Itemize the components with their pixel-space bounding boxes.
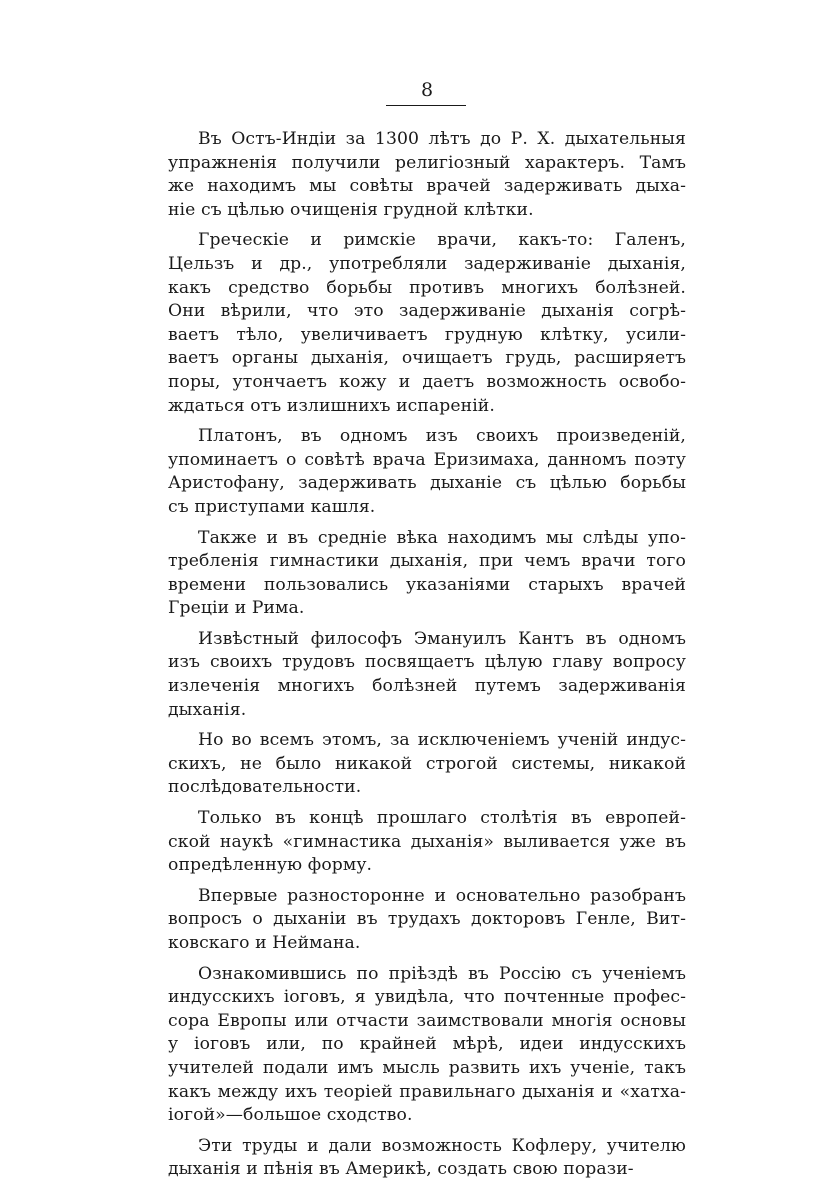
text-line: ніе съ цѣлью очищенія грудной клѣтки. bbox=[168, 199, 534, 220]
page-number-text: 8 bbox=[420, 79, 434, 101]
text-line: скихъ, не было никакой строгой системы, никакой bbox=[168, 753, 686, 774]
text-line: упоминаетъ о совѣтѣ врача Еризимаха, данномъ поэту bbox=[168, 449, 686, 470]
text-line: Въ Остъ-Индіи за 1300 лѣтъ до Р. Х. дыхательныя bbox=[198, 129, 686, 149]
paragraph bbox=[168, 729, 686, 800]
text-line: Но во всемъ этомъ, за исключеніемъ ученій индус- bbox=[198, 730, 686, 751]
text-line: Цельзъ и др., употребляли задерживаніе дыханія, bbox=[168, 253, 686, 274]
text-line: съ приступами кашля. bbox=[168, 496, 376, 517]
text-line: излеченія многихъ болѣзней путемъ задерживанія bbox=[168, 676, 686, 697]
text-line: вопросъ о дыханіи въ трудахъ докторовъ Генле, Вит- bbox=[168, 909, 686, 930]
paragraph bbox=[168, 229, 686, 418]
paragraph bbox=[168, 527, 686, 621]
text-line: іогой»—большое сходство. bbox=[168, 1105, 413, 1126]
text-line: Также и въ средніе вѣка находимъ мы слѣды упо- bbox=[198, 527, 686, 548]
paragraph bbox=[168, 128, 686, 222]
text-line: какъ между ихъ теоріей правильнаго дыханія и «хатха- bbox=[168, 1081, 686, 1102]
text-line: какъ средство борьбы противъ многихъ болѣзней. bbox=[168, 277, 686, 298]
text-line: поры, утончаетъ кожу и даетъ возможность освобо- bbox=[168, 371, 686, 392]
text-line: Только въ концѣ прошлаго столѣтія въ европей- bbox=[198, 808, 686, 829]
text-line: дыханія. bbox=[168, 699, 247, 720]
text-line: учителей подали имъ мысль развить ихъ ученіе, такъ bbox=[168, 1057, 686, 1078]
text-line: ской наукѣ «гимнастика дыханія» выливается уже въ bbox=[168, 831, 686, 852]
text-line: Впервые разносторонне и основательно разобранъ bbox=[198, 885, 686, 906]
paragraph bbox=[168, 1135, 686, 1182]
text-line: требленія гимнастики дыханія, при чемъ врачи того bbox=[168, 551, 686, 572]
text-line: ваетъ органы дыханія, очищаетъ грудь, расширяетъ bbox=[168, 348, 686, 369]
text-line: Греческіе и римскіе врачи, какъ-то: Галенъ, bbox=[198, 230, 686, 251]
text-line: времени пользовались указаніями старыхъ врачей bbox=[168, 574, 686, 595]
text-line: Ознакомившись по пріѣздѣ въ Россію съ ученіемъ bbox=[198, 963, 686, 984]
paragraph bbox=[168, 963, 686, 1128]
text-line: Платонъ, въ одномъ изъ своихъ произведеній, bbox=[198, 426, 686, 447]
text-line: Греціи и Рима. bbox=[168, 598, 305, 619]
text-line: ковскаго и Неймана. bbox=[168, 933, 361, 953]
paragraph bbox=[168, 885, 686, 956]
paragraph bbox=[168, 807, 686, 878]
text-line: послѣдовательности. bbox=[168, 777, 362, 798]
text-line: же находимъ мы совѣты врачей задерживать дыха- bbox=[168, 176, 686, 197]
text-line: Они вѣрили, что это задерживаніе дыханія согрѣ- bbox=[168, 301, 686, 322]
text-line: ждаться отъ излишнихъ испареній. bbox=[168, 395, 495, 416]
text-line: Эти труды и дали возможность Кофлеру, учителю bbox=[198, 1135, 686, 1156]
text-line: индусскихъ іоговъ, я увидѣла, что почтенные профес- bbox=[168, 987, 686, 1008]
text-line: у іоговъ или, по крайней мѣрѣ, идеи индусскихъ bbox=[168, 1034, 686, 1055]
paragraph bbox=[168, 628, 686, 722]
text-line: упражненія получили религіозный характеръ. Тамъ bbox=[168, 152, 686, 173]
text-line: опредѣленную форму. bbox=[168, 855, 373, 876]
text-line: изъ своихъ трудовъ посвящаетъ цѣлую главу вопросу bbox=[168, 652, 686, 673]
text-line: дыханія и пѣнія въ Америкѣ, создать свою порази- bbox=[168, 1159, 634, 1180]
text-line: ваетъ тѣло, увеличиваетъ грудную клѣтку, усили- bbox=[168, 324, 686, 345]
page-number bbox=[168, 78, 686, 108]
text-line: сора Европы или отчасти заимствовали многія основы bbox=[168, 1010, 686, 1031]
paragraph bbox=[168, 425, 686, 519]
header-rule bbox=[386, 105, 466, 106]
body-text bbox=[168, 128, 686, 1182]
text-line: Извѣстный философъ Эмануилъ Кантъ въ одномъ bbox=[198, 628, 686, 649]
text-line: Аристофану, задерживать дыханіе съ цѣлью борьбы bbox=[168, 473, 686, 494]
book-page bbox=[168, 78, 686, 1189]
